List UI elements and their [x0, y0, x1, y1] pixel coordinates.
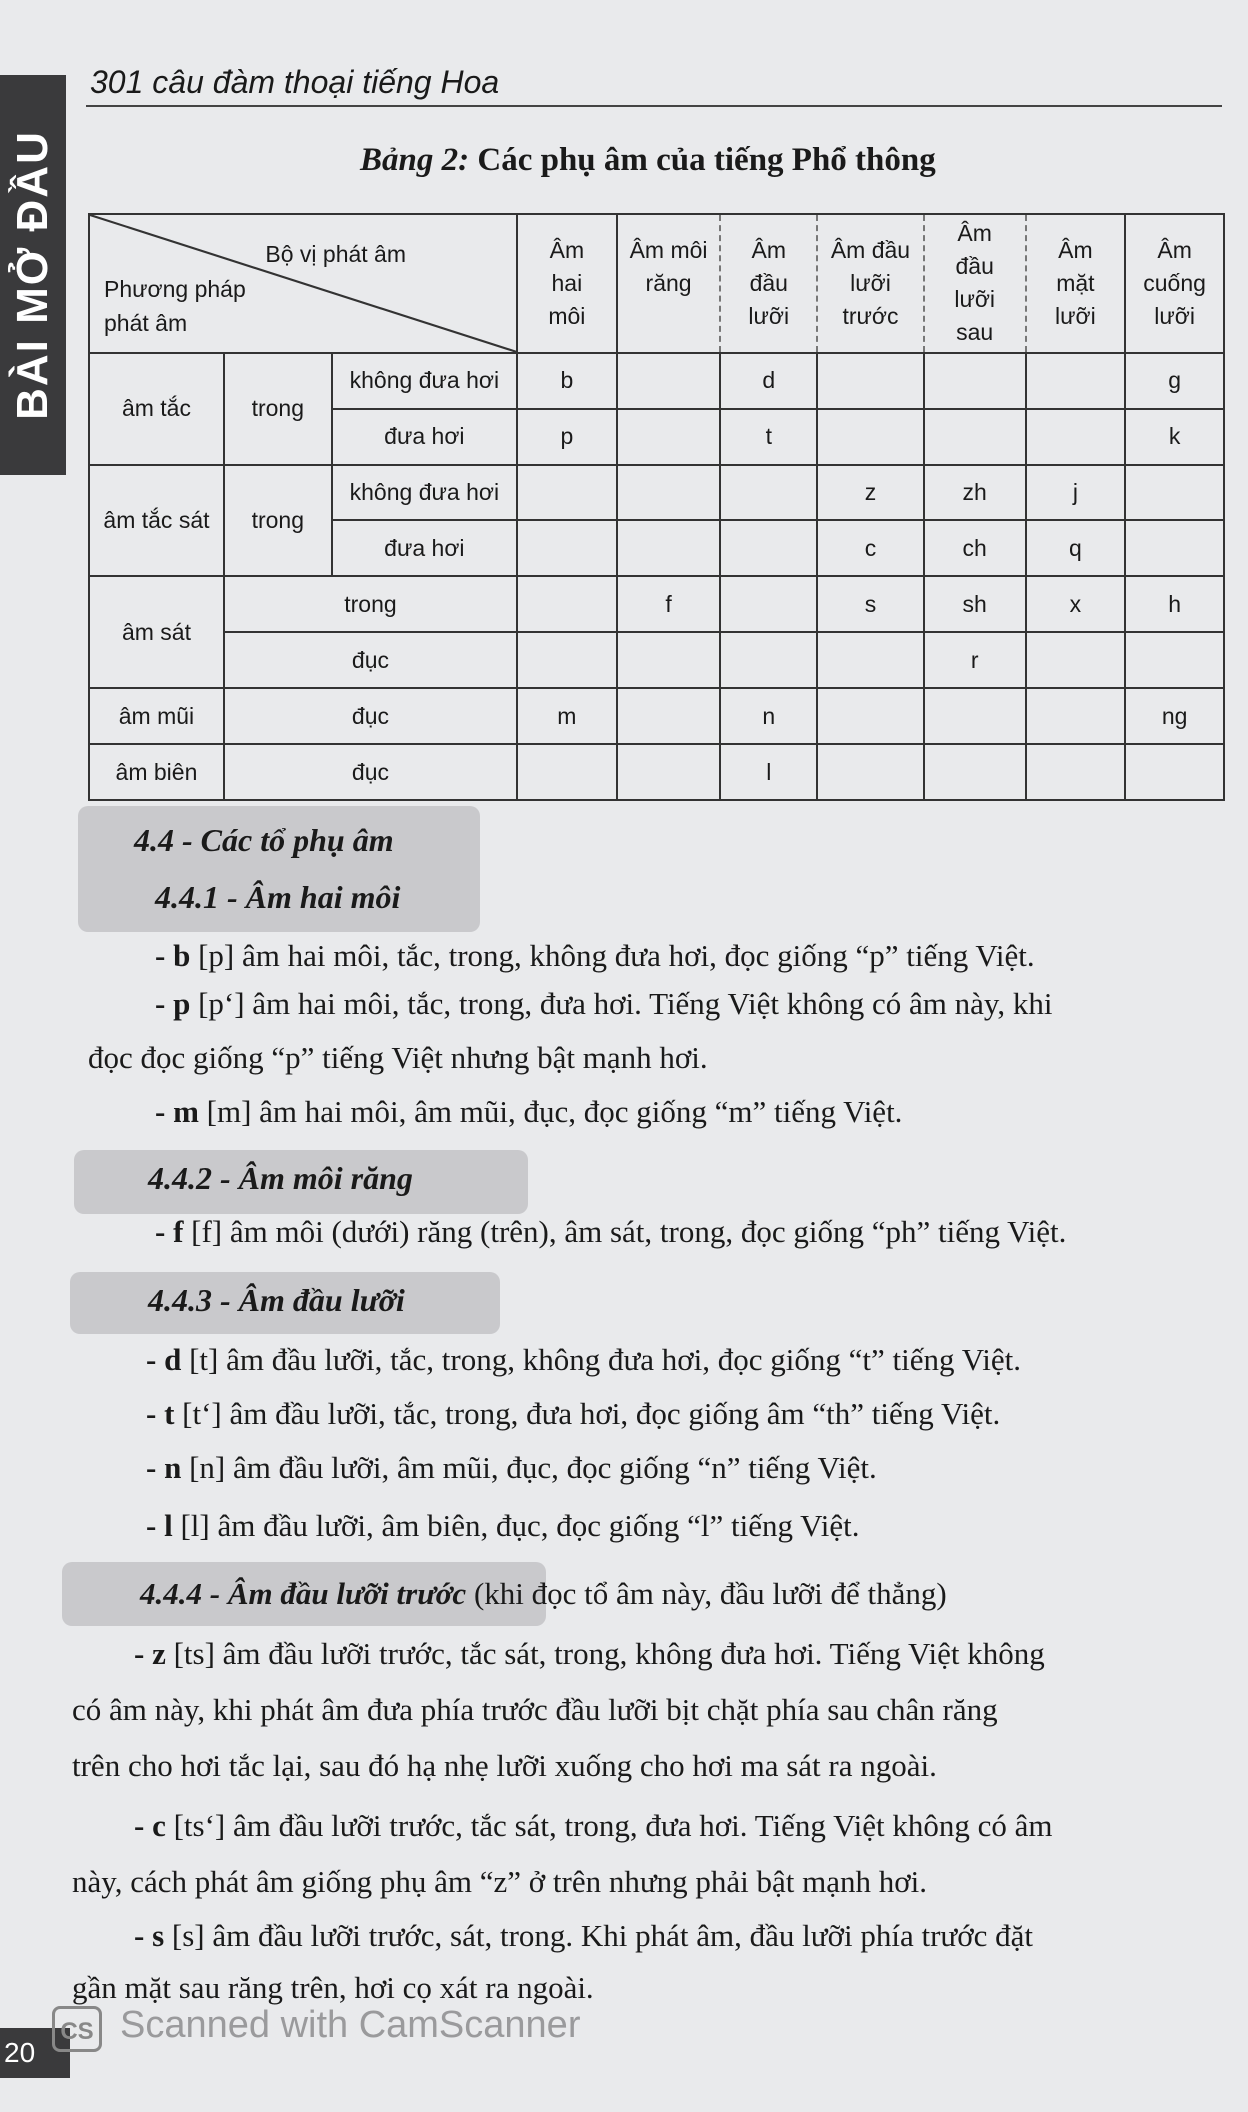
row-label-am-bien: âm biên: [89, 744, 224, 800]
table-cell: c: [817, 520, 924, 576]
table-cell: [517, 576, 617, 632]
table-cell: [617, 632, 721, 688]
table-cell: [817, 632, 924, 688]
table-cell: sh: [924, 576, 1026, 632]
table-cell: [1125, 465, 1224, 521]
table-cell: [817, 353, 924, 409]
table-cell: l: [720, 744, 817, 800]
table-cell: t: [720, 409, 817, 465]
table-cell: q: [1026, 520, 1126, 576]
row-label-trong: trong: [224, 353, 332, 465]
col-header-am-hai-moi: Âm hai môi: [517, 214, 617, 353]
table-cell: x: [1026, 576, 1126, 632]
table-cell: [720, 520, 817, 576]
paragraph-line: - l [l] âm đầu lưỡi, âm biên, đục, đọc giống “l” tiếng Việt.: [146, 1508, 860, 1543]
row-label-duc: đục: [224, 632, 517, 688]
table-cell: ch: [924, 520, 1026, 576]
paragraph-line: gần mặt sau răng trên, hơi cọ xát ra ngoài.: [72, 1970, 594, 2005]
row-label-trong: trong: [224, 576, 517, 632]
table-title: [360, 142, 936, 179]
paragraph-line: đọc đọc giống “p” tiếng Việt nhưng bật mạnh hơi.: [88, 1040, 708, 1075]
row-label-am-mui: âm mũi: [89, 688, 224, 744]
chapter-label: BÀI MỞ ĐẦU: [8, 130, 57, 420]
row-label-dua-hoi: đưa hơi: [332, 409, 517, 465]
table-cell: [924, 688, 1026, 744]
table-cell: ng: [1125, 688, 1224, 744]
row-label-am-tac: âm tắc: [89, 353, 224, 465]
paragraph-line: - b [p] âm hai môi, tắc, trong, không đưa hơi, đọc giống “p” tiếng Việt.: [155, 938, 1035, 973]
table-cell: [720, 576, 817, 632]
paragraph-line: - t [t‘] âm đầu lưỡi, tắc, trong, đưa hơi, đọc giống âm “th” tiếng Việt.: [146, 1396, 1001, 1431]
page-number: 20: [0, 2028, 70, 2078]
col-header-am-dau-luoi-truoc: Âm đầu lưỡi trước: [817, 214, 924, 353]
table-cell: [817, 409, 924, 465]
table-cell: [924, 744, 1026, 800]
table-cell: [1125, 632, 1224, 688]
section-heading-4-4: 4.4 - Các tổ phụ âm: [134, 822, 394, 858]
paragraph-line: - d [t] âm đầu lưỡi, tắc, trong, không đưa hơi, đọc giống “t” tiếng Việt.: [146, 1342, 1021, 1377]
col-header-am-cuong-luoi: Âm cuống lưỡi: [1125, 214, 1224, 353]
row-label-duc: đục: [224, 744, 517, 800]
table-cell: [817, 688, 924, 744]
table-cell: [720, 465, 817, 521]
table-cell: [924, 353, 1026, 409]
table-cell: b: [517, 353, 617, 409]
table-cell: [1026, 688, 1126, 744]
table-cell: h: [1125, 576, 1224, 632]
table-cell: d: [720, 353, 817, 409]
table-cell: m: [517, 688, 617, 744]
table-cell: [1026, 744, 1126, 800]
paragraph-line: trên cho hơi tắc lại, sau đó hạ nhẹ lưỡi xuống cho hơi ma sát ra ngoài.: [72, 1748, 937, 1783]
table-header-row: [89, 214, 1224, 353]
row-label-duc: đục: [224, 688, 517, 744]
table-row: [89, 688, 1224, 744]
table-cell: [1026, 632, 1126, 688]
section-heading-4-4-3: 4.4.3 - Âm đầu lưỡi: [148, 1282, 405, 1318]
table-cell: [517, 632, 617, 688]
table-cell: n: [720, 688, 817, 744]
section-heading-4-4-2: 4.4.2 - Âm môi răng: [148, 1160, 413, 1196]
section-heading-4-4-4-line: [140, 1572, 947, 1616]
scanner-watermark: Scanned with CamScanner: [120, 2004, 581, 2046]
col-header-am-dau-luoi: Âm đầu lưỡi: [720, 214, 817, 353]
section-heading-4-4-4: 4.4.4 - Âm đầu lưỡi trước: [140, 1576, 467, 1611]
paragraph-line: - n [n] âm đầu lưỡi, âm mũi, đục, đọc giống “n” tiếng Việt.: [146, 1450, 877, 1485]
table-cell: r: [924, 632, 1026, 688]
table-row: [89, 744, 1224, 800]
table-row: [89, 576, 1224, 632]
table-row: [89, 465, 1224, 521]
table-row: [89, 353, 1224, 409]
table-cell: k: [1125, 409, 1224, 465]
row-label-khong-dua-hoi: không đưa hơi: [332, 353, 517, 409]
table-row: [89, 632, 1224, 688]
paragraph-line: - s [s] âm đầu lưỡi trước, sát, trong. Khi phát âm, đầu lưỡi phía trước đặt: [134, 1918, 1033, 1953]
table-cell: [924, 409, 1026, 465]
row-label-khong-dua-hoi: không đưa hơi: [332, 465, 517, 521]
table-cell: [817, 744, 924, 800]
paragraph-line: có âm này, khi phát âm đưa phía trước đầu lưỡi bịt chặt phía sau chân răng: [72, 1692, 998, 1727]
table-cell: [1026, 353, 1126, 409]
row-label-dua-hoi: đưa hơi: [332, 520, 517, 576]
table-cell: [1125, 520, 1224, 576]
table-cell: f: [617, 576, 721, 632]
table-cell: zh: [924, 465, 1026, 521]
corner-bottom-label: Phương pháp phát âm: [104, 275, 246, 336]
consonant-table: [88, 213, 1225, 801]
row-label-am-sat: âm sát: [89, 576, 224, 688]
table-cell: [617, 353, 721, 409]
table-cell: s: [817, 576, 924, 632]
table-corner-cell: [89, 214, 517, 353]
section-note: (khi đọc tổ âm này, đầu lưỡi để thẳng): [466, 1576, 947, 1611]
col-header-am-mat-luoi: Âm mặt lưỡi: [1026, 214, 1126, 353]
header-rule: [86, 105, 1222, 107]
running-header: 301 câu đàm thoại tiếng Hoa: [90, 64, 500, 100]
section-heading-4-4-1: 4.4.1 - Âm hai môi: [155, 879, 401, 915]
row-label-am-tac-sat: âm tắc sát: [89, 465, 224, 577]
table-cell: [1026, 409, 1126, 465]
col-header-am-moi-rang: Âm môi răng: [617, 214, 721, 353]
paragraph-line: - p [p‘] âm hai môi, tắc, trong, đưa hơi. Tiếng Việt không có âm này, khi: [155, 986, 1053, 1021]
corner-top-label: Bộ vị phát âm: [265, 241, 407, 267]
table-cell: [617, 744, 721, 800]
chapter-side-tab: [0, 75, 66, 475]
table-cell: [517, 465, 617, 521]
col-header-am-dau-luoi-sau: Âm đầu lưỡi sau: [924, 214, 1026, 353]
table-cell: [617, 409, 721, 465]
table-cell: [617, 520, 721, 576]
table-title-text: Các phụ âm của tiếng Phổ thông: [469, 142, 936, 178]
paragraph-line: - z [ts] âm đầu lưỡi trước, tắc sát, trong, không đưa hơi. Tiếng Việt không: [134, 1636, 1045, 1671]
table-cell: [617, 688, 721, 744]
paragraph-line: này, cách phát âm giống phụ âm “z” ở trên nhưng phải bật mạnh hơi.: [72, 1864, 928, 1899]
table-cell: [517, 520, 617, 576]
table-cell: p: [517, 409, 617, 465]
table-cell: [517, 744, 617, 800]
paragraph-line: - m [m] âm hai môi, âm mũi, đục, đọc giống “m” tiếng Việt.: [155, 1094, 903, 1129]
camscanner-logo-icon: CS: [52, 2006, 102, 2052]
table-cell: g: [1125, 353, 1224, 409]
table-cell: [1125, 744, 1224, 800]
table-cell: z: [817, 465, 924, 521]
table-cell: [617, 465, 721, 521]
table-cell: [720, 632, 817, 688]
paragraph-line: - c [ts‘] âm đầu lưỡi trước, tắc sát, trong, đưa hơi. Tiếng Việt không có âm: [134, 1808, 1053, 1843]
table-title-number: Bảng 2:: [360, 142, 470, 178]
table-cell: j: [1026, 465, 1126, 521]
paragraph-line: - f [f] âm môi (dưới) răng (trên), âm sát, trong, đọc giống “ph” tiếng Việt.: [155, 1214, 1067, 1249]
row-label-trong: trong: [224, 465, 332, 577]
